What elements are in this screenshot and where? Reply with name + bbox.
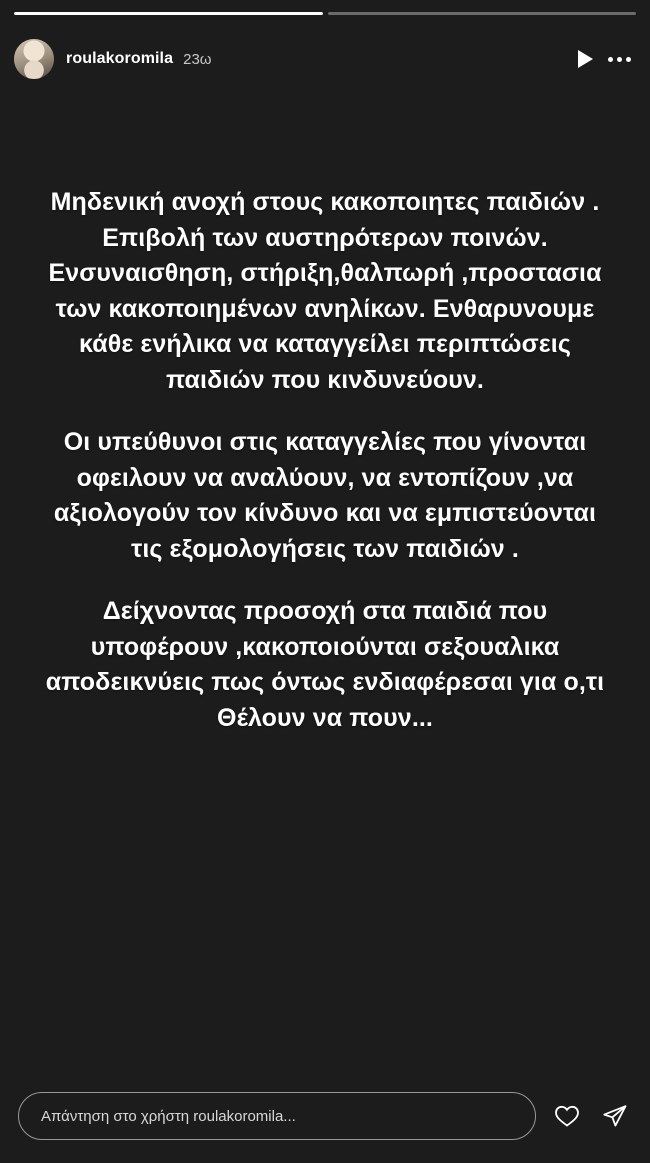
progress-segment-1[interactable] <box>14 12 323 15</box>
reply-input[interactable] <box>18 1092 536 1140</box>
story-progress-bars <box>14 12 636 15</box>
progress-segment-1-fill <box>14 12 323 15</box>
story-header <box>14 34 636 84</box>
heart-icon[interactable] <box>550 1099 584 1133</box>
avatar-image <box>14 39 54 79</box>
reply-placeholder-label: Απάντηση στο χρήστη roulakoromila... <box>41 1107 296 1125</box>
story-paragraph-1: Μηδενική ανοχή στους κακοποιητες παιδιών . Επιβολή των αυστηρότερων ποινών. Ενσυναισθηση, στήριξη,θαλπωρή ,προστασια των κακοποιημένων ανηλίκων. Ενθαρυνουμε κάθε ενήλικα να καταγγείλει περιπτώσεις παιδιών που κινδυνεύουν. <box>48 188 602 394</box>
username-label[interactable]: roulakoromila <box>66 50 174 67</box>
avatar[interactable] <box>14 39 54 79</box>
play-icon[interactable] <box>568 42 602 76</box>
story-paragraph-2: Οι υπεύθυνοι στις καταγγελίες που γίνονται οφειλουν να αναλύουν, να εντοπίζουν ,να αξιολογούν τον κίνδυνο και να εμπιστεύονται τις εξομολογήσεις των παιδιών . <box>53 428 597 563</box>
more-options-icon[interactable] <box>602 42 636 76</box>
progress-segment-2[interactable] <box>328 12 637 15</box>
story-footer <box>18 1089 632 1143</box>
story-text-content <box>40 185 610 736</box>
story-paragraph-3: Δείχνοντας προσοχή στα παιδιά που υποφέρουν ,κακοποιούνται σεξουαλικα αποδεικνύεις πως όντως ενδιαφέρεσαι για ο,τι Θέλουν να πουν... <box>45 597 605 732</box>
send-icon[interactable] <box>598 1099 632 1133</box>
timestamp-label: 23ω <box>183 50 212 68</box>
